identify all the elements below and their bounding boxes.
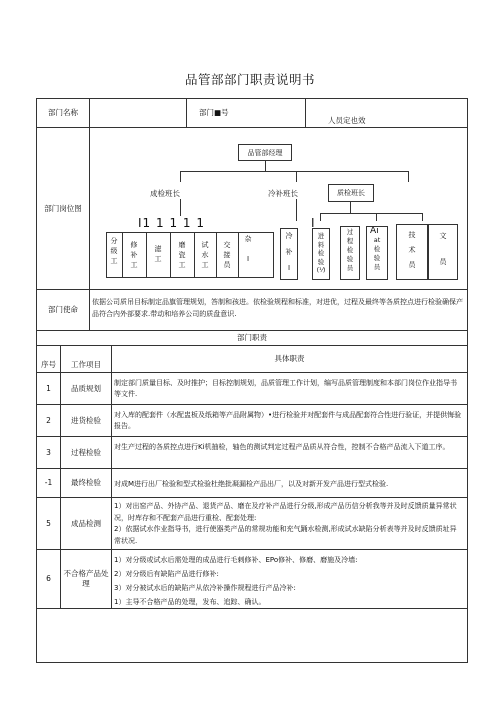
position-final: at 检 验 员 <box>373 236 381 271</box>
duty-detail: 1）对分级或试水后需处理的成品进行毛刺修补、EPo修补、修磨、磨施及冷墙: 2）对分级后有缺陷产品进行修补: 3）对分被试水后的缺陷产从依冷补操作规程进行产品冷补: 1）主导不合格产品的处理，发布、追踪、确认。 <box>111 549 468 609</box>
connector <box>376 213 377 221</box>
duty-item: 不合格产品处理 <box>60 549 112 609</box>
connector <box>296 171 297 182</box>
mission-text: 依据公司质吊目标制定品旗管理规划，答制和孩进。依检验规程和标准，对进优，过程及最终等各质控点进行检验确保产品符合内外部要求.带动和培养公司的质盘意识. <box>89 289 468 331</box>
duty-item: 过程检验 <box>60 436 112 469</box>
position-repair: 修 补 工 <box>130 241 138 269</box>
col-detail-header: 具体职责 <box>111 345 468 373</box>
document-title: 品管部部门职责说明书 <box>184 72 315 87</box>
blank-row <box>36 608 468 663</box>
connector <box>320 213 321 221</box>
inspect-lead-box: 成检班长 <box>150 189 180 198</box>
divider <box>146 232 147 278</box>
duty-no: 1 <box>36 372 61 405</box>
connector <box>320 213 422 214</box>
connector <box>180 199 181 216</box>
duty-no: 6 <box>36 549 61 609</box>
divider <box>238 232 239 278</box>
dept-no: 部门■号 <box>199 108 229 117</box>
position-water-test: 试 水 工 <box>201 241 209 269</box>
duty-detail: 对生产过程的各质控点进行Ki机抽检，轴色的测试判定过程产品质从符合性，控制不合格产品流入下道工序。 <box>111 436 468 469</box>
position-handover: 交 接 员 <box>223 241 231 269</box>
mission-label: 部门使命 <box>36 289 90 331</box>
position-filter: 滤 工 <box>154 245 162 263</box>
manager-box: 品管部经理 <box>238 144 292 161</box>
divider <box>122 232 123 278</box>
duty-item: 最终检验 <box>60 468 112 498</box>
dept-name-label: 部门名称 <box>36 98 90 128</box>
position-grading: 分 级 工 <box>110 237 118 265</box>
line-marks: I1 1 1 1 1 <box>138 216 205 230</box>
duty-no: 2 <box>36 404 61 437</box>
connector <box>180 171 408 172</box>
staffing-cell <box>305 98 468 128</box>
staffing-label: 人员定也效 <box>328 116 366 125</box>
connector <box>180 171 181 182</box>
divider <box>194 232 195 278</box>
line-mark-ai: Ai <box>370 226 379 236</box>
col-no-header: 序号 <box>36 345 61 373</box>
connector <box>408 171 409 182</box>
dept-no-cell <box>186 98 306 128</box>
duty-item: 成品检测 <box>60 497 112 550</box>
duty-no: -1 <box>36 468 61 498</box>
connector <box>265 161 266 171</box>
org-chart-area <box>89 127 468 290</box>
position-misc: 杂 I <box>244 235 252 263</box>
duty-item: 进货检验 <box>60 404 112 437</box>
duty-item: 品质规划 <box>60 372 112 405</box>
position-process: 过 程 检 验 员 <box>346 228 354 272</box>
connector <box>350 202 351 213</box>
duty-detail: 对入库的配套件（水配盅板及纸箱等产品附属物）•进行检验并对配套件与成品配套符合性进行验证，并提供悔验报告。 <box>111 404 468 437</box>
line-mark: I <box>311 216 315 230</box>
position-polish: 磨 瓷 工 <box>178 241 186 269</box>
duty-detail: 对成M进行出厂检验和型式检验杜绝批凝漏检产品出厂，以及对新开发产品进行型式检验. <box>111 468 468 498</box>
duties-heading: 部门职责 <box>36 330 468 346</box>
position-incoming: 进 料 检 验 (⅟) <box>316 232 326 274</box>
quality-lead-box: 质检班长 <box>328 184 374 202</box>
position-tech: 技 术 员 <box>408 231 416 269</box>
position-clerk: 文 员 <box>439 232 447 266</box>
duty-detail: 1）对出窑产品、外协产品、退货产品、磨在及疗补产品进行分级,形成产品历信分析我等并及时反馈质量异常状况，时库存和不配套产品进行重检、配套处理: 2）依据试水作业指导书，进行使器类产品的常规功能和充气踊水检测,形成试水缺陷分析表等并及时反馈质址异常状况. <box>111 497 468 550</box>
connector <box>296 199 297 221</box>
cold-repair-lead-box: 冷补班长 <box>268 189 298 198</box>
duty-no: 5 <box>36 497 61 550</box>
duty-detail: 制定部门质量目标、及时推护；目标控制规划，品质管理工作计划，编写品质管理制度和本部门岗位作业指导书等文件. <box>111 372 468 405</box>
duty-no: 3 <box>36 436 61 469</box>
dept-name-value <box>89 98 187 128</box>
divider <box>216 232 217 278</box>
connector <box>422 213 423 221</box>
divider <box>170 232 171 278</box>
org-section-label: 部门岗位图 <box>36 127 90 290</box>
position-cold-repair: 冷 补 I <box>285 232 293 272</box>
col-item-header: 工作项目 <box>60 345 112 373</box>
